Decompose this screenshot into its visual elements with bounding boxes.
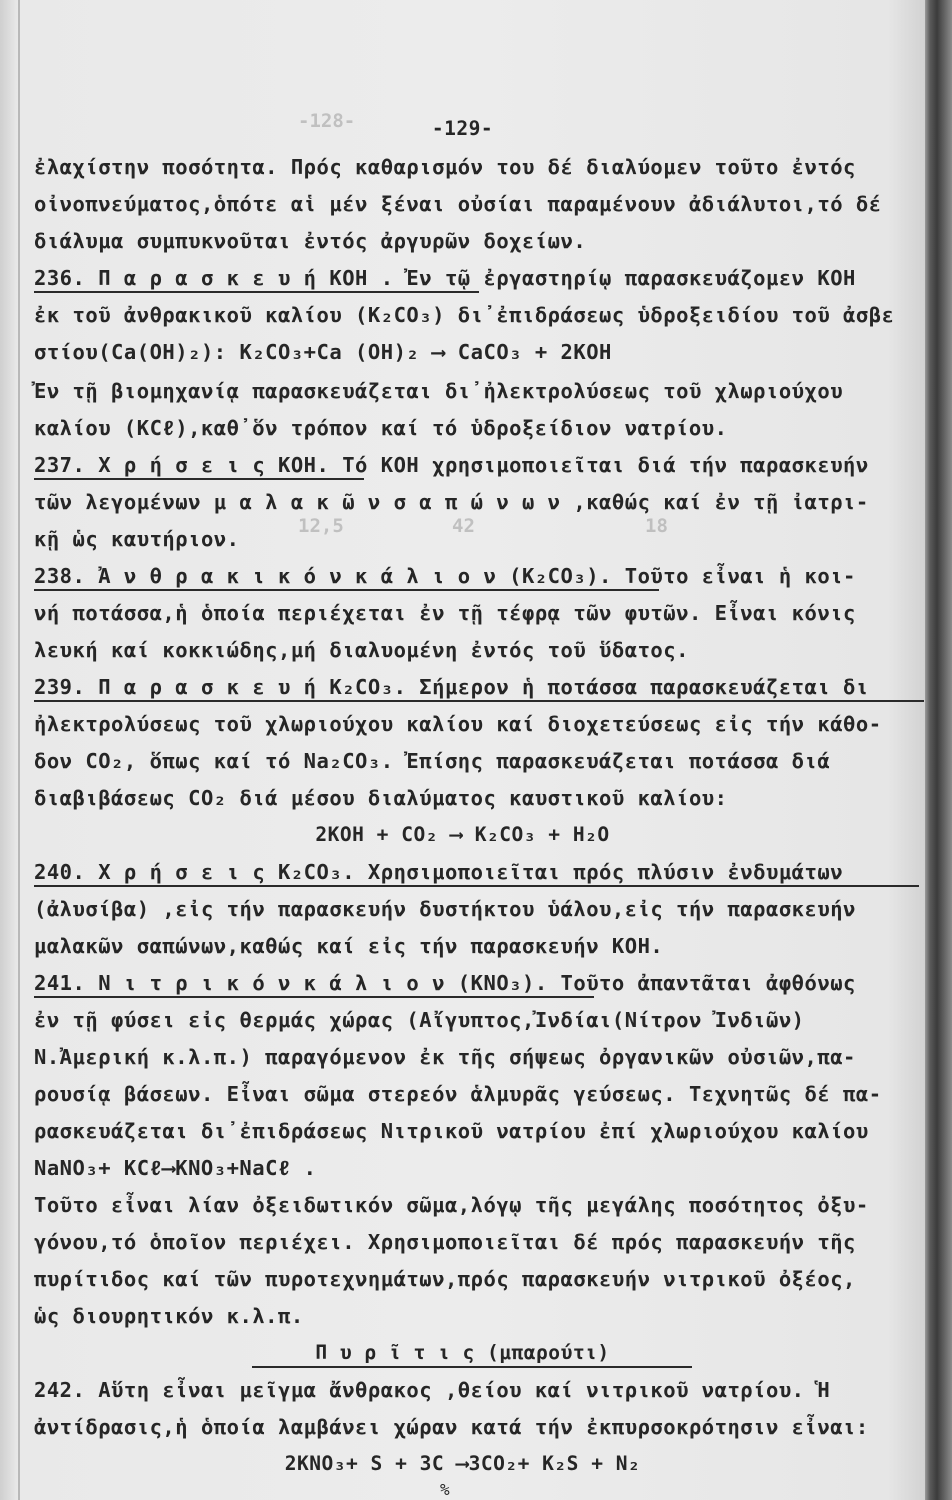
binding-line — [18, 0, 20, 1500]
section-underline — [34, 700, 924, 702]
text-line: 242. Αὕτη εἶναι μεῖγμα ἄνθρακος ,θείου καί νιτρικοῦ νατρίου. Ἡ — [34, 1378, 831, 1402]
bleed-through-text: 42 — [452, 515, 475, 537]
text-line: τῶν λεγομένων μ α λ α κ ῶ ν σ α π ώ ν ω ν ,καθώς καί ἐν τῇ ἰατρι- — [34, 490, 869, 514]
text-line: 240. Χ ρ ή σ ε ι ς K₂CO₃. Χρησιμοποιεῖται πρός πλύσιν ἐνδυμάτων — [34, 860, 844, 884]
heading-underline — [252, 1366, 692, 1368]
page-number: -129- — [431, 117, 494, 140]
scanner-edge — [925, 0, 952, 1500]
text-line: νή ποτάσσα,ἡ ὁποία περιέχεται ἐν τῇ τέφρᾳ τῶν φυτῶν. Εἶναι κόνις — [34, 601, 856, 625]
text-line: ἐλαχίστην ποσότητα. Πρός καθαρισμόν του δέ διαλύομεν τοῦτο ἐντός — [34, 155, 856, 179]
text-line: ρουσίᾳ βάσεων. Εἶναι σῶμα στερεόν ἁλμυρᾶς γεύσεως. Τεχνητῶς δέ πα- — [34, 1082, 882, 1106]
text-line: ὡς διουρητικόν κ.λ.π. — [34, 1304, 304, 1328]
text-line: 238. Ἀ ν θ ρ α κ ι κ ό ν κ ά λ ι ο ν (K₂CO₃). Τοῦτο εἶναι ἡ κοι- — [34, 564, 856, 588]
section-underline — [34, 996, 594, 998]
section-underline — [34, 291, 479, 293]
text-line: καλίου (KCℓ),καθ᾽ὅν τρόπον καί τό ὑδροξείδιον νατρίου. — [34, 416, 728, 440]
text-line: δον CO₂, ὅπως καί τό Na₂CO₃. Ἐπίσης παρασκευάζεται ποτάσσα διά — [34, 749, 831, 773]
text-line: Ἐν τῇ βιομηχανίᾳ παρασκευάζεται δι᾽ἠλεκτρολύσεως τοῦ χλωριούχου — [34, 379, 844, 403]
text-line: ἐκ τοῦ ἀνθρακικοῦ καλίου (K₂CO₃) δι᾽ἐπιδράσεως ὑδροξειδίου τοῦ ἀσβε — [34, 303, 895, 327]
text-line: 237. Χ ρ ή σ ε ι ς ΚΟΗ. Τό ΚΟΗ χρησιμοποιεῖται διά τήν παρασκευήν — [34, 453, 869, 477]
text-line: διάλυμα συμπυκνοῦται ἐντός ἀργυρῶν δοχείων. — [34, 229, 587, 253]
text-line: ἐν τῇ φύσει εἰς θερμάς χώρας (Αἴγυπτος,Ἰνδίαι(Νίτρον Ἰνδιῶν) — [34, 1008, 805, 1032]
text-line: λευκή καί κοκκιώδης,μή διαλυομένη ἐντός τοῦ ὕδατος. — [34, 638, 689, 662]
text-line: Τοῦτο εἶναι λίαν ὀξειδωτικόν σῶμα,λόγῳ τῆς μεγάλης ποσότητος ὀξυ- — [34, 1193, 869, 1217]
text-line: ἠλεκτρολύσεως τοῦ χλωριούχου καλίου καί διοχετεύσεως εἰς τήν κάθο- — [34, 712, 882, 736]
section-underline — [34, 589, 659, 591]
text-line: ἀντίδρασις,ἡ ὁποία λαμβάνει χώραν κατά τήν ἐκπυρσοκρότησιν εἶναι: — [34, 1415, 869, 1439]
section-underline — [34, 478, 364, 480]
text-line: 241. Ν ι τ ρ ι κ ό ν κ ά λ ι ο ν (KNO₃). Τοῦτο ἀπαντᾶται ἀφθόνως — [34, 971, 856, 995]
bleed-through-text: 12,5 — [298, 515, 344, 537]
text-line: γόνου,τό ὁποῖον περιέχει. Χρησιμοποιεῖται δέ πρός παρασκευήν τῆς — [34, 1230, 856, 1254]
text-line: διαβιβάσεως CO₂ διά μέσου διαλύματος καυστικοῦ καλίου: — [34, 786, 728, 810]
text-line: Ν.Ἀμερική κ.λ.π.) παραγόμενον ἐκ τῆς σήψεως ὀργανικῶν οὐσιῶν,πα- — [34, 1045, 856, 1069]
text-line: ρασκευάζεται δι᾽ἐπιδράσεως Νιτρικοῦ νατρίου ἐπί χλωριούχου καλίου — [34, 1119, 869, 1143]
footer-mark: % — [440, 1480, 451, 1499]
text-line: οἰνοπνεύματος,ὁπότε αἱ μέν ξέναι οὐσίαι παραμένουν ἀδιάλυτοι,τό δέ — [34, 192, 882, 216]
section-heading: Π υ ρ ῖ τ ι ς (μπαρούτι) — [315, 1341, 610, 1364]
chemical-equation: 2KNO₃+ S + 3C ⟶3CO₂+ K₂S + N₂ — [284, 1452, 641, 1475]
text-line: κῇ ὡς καυτήριον. — [34, 527, 240, 551]
text-line: πυρίτιδος καί τῶν πυροτεχνημάτων,πρός παρασκευήν νιτρικοῦ ὀξέος, — [34, 1267, 856, 1291]
text-line: μαλακῶν σαπώνων,καθώς καί εἰς τήν παρασκευήν ΚΟΗ. — [34, 934, 664, 958]
chemical-equation: 2KOH + CO₂ ⟶ K₂CO₃ + H₂O — [315, 823, 610, 846]
text-line: 239. Π α ρ α σ κ ε υ ή K₂CO₃. Σήμερον ἡ ποτάσσα παρασκευάζεται δι — [34, 675, 869, 699]
chemical-equation: NaNO₃+ KCℓ⟶KNO₃+NaCℓ . — [34, 1156, 317, 1180]
section-underline — [34, 885, 919, 887]
text-line: 236. Π α ρ α σ κ ε υ ή ΚΟΗ . Ἐν τῷ ἐργαστηρίῳ παρασκευάζομεν ΚΟΗ — [34, 266, 856, 290]
bleed-through-text: -128- — [298, 110, 356, 132]
bleed-through-text: 18 — [645, 515, 668, 537]
text-line: στίου(Ca(OH)₂): K₂CO₃+Ca (OH)₂ ⟶ CaCO₃ + 2KOH — [34, 340, 612, 364]
text-line: (ἀλυσίβα) ,εἰς τήν παρασκευήν δυστήκτου ὑάλου,εἰς τήν παρασκευήν — [34, 897, 856, 921]
